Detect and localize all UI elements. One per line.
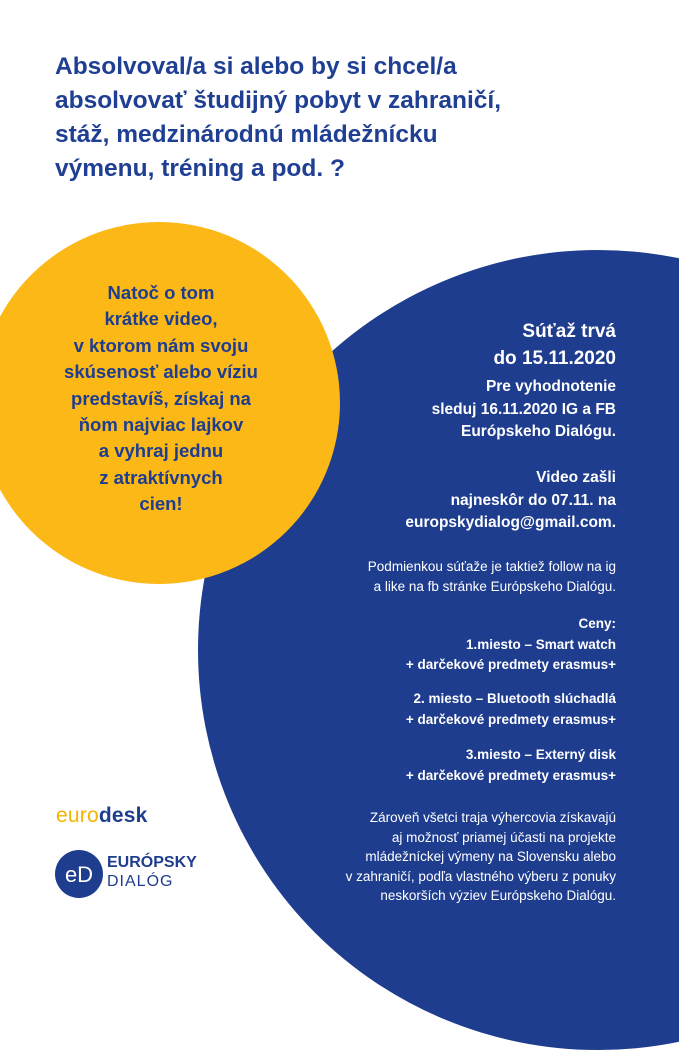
evaluation-info bbox=[432, 376, 616, 444]
cta-line: skúsenosť alebo víziu bbox=[64, 361, 258, 383]
eurodesk-logo-part: desk bbox=[98, 804, 148, 827]
wordmark-line: DIALÓG bbox=[107, 873, 174, 890]
cta-line: Natoč o tom bbox=[107, 282, 215, 303]
logo-monogram: eD bbox=[64, 862, 94, 887]
evaluation-line: sleduj 16.11.2020 IG a FB bbox=[431, 400, 616, 418]
headline-line: Absolvoval/a si alebo by si chcel/a bbox=[55, 53, 457, 80]
eurodesk-logo-part: euro bbox=[56, 804, 99, 827]
europsky-dialog-logo-icon bbox=[55, 850, 103, 898]
prize-3: 3.miesto – Externý disk bbox=[465, 747, 616, 762]
prizes-title: Ceny: bbox=[578, 616, 616, 631]
cta-line: cien! bbox=[139, 493, 183, 515]
cta-line: a vyhraj jednu bbox=[98, 440, 224, 462]
prize-2-extra: + darčekové predmety erasmus+ bbox=[405, 711, 616, 727]
bonus-line: Zároveň všetci traja výhercovia získavajú bbox=[369, 810, 616, 825]
evaluation-line: Pre vyhodnotenie bbox=[485, 378, 616, 395]
eurodesk-logo bbox=[56, 804, 148, 828]
duration-line: Súťaž trvá bbox=[522, 321, 616, 342]
headline-line: stáž, medzinárodnú mládežnícku bbox=[55, 121, 438, 148]
winners-bonus bbox=[346, 808, 616, 906]
submission-line: Video zašli bbox=[536, 469, 616, 486]
condition-line: a like na fb stránke Európskeho Dialógu. bbox=[373, 578, 616, 594]
submission-info bbox=[405, 467, 616, 535]
contest-condition bbox=[368, 557, 616, 596]
bonus-line: aj možnosť priamej účasti na projekte bbox=[391, 829, 616, 845]
cta-line: predstavíš, získaj na bbox=[71, 387, 251, 409]
bonus-line: v zahraničí, podľa vlastného výberu z ponuky bbox=[345, 868, 616, 884]
submission-email: europskydialog@gmail.com. bbox=[405, 514, 616, 531]
cta-line: ňom najviac lajkov bbox=[78, 414, 244, 436]
bonus-line: neskorších výziev Európskeho Dialógu. bbox=[380, 888, 616, 903]
prize-1: 1.miesto – Smart watch bbox=[465, 636, 616, 652]
submission-line: najneskôr do 07.11. na bbox=[450, 491, 616, 509]
cta-line: krátke video, bbox=[104, 308, 218, 330]
duration-line: do 15.11.2020 bbox=[493, 348, 616, 369]
prize-2-block bbox=[406, 689, 616, 730]
headline bbox=[55, 50, 635, 186]
evaluation-line: Európskeho Dialógu. bbox=[460, 423, 616, 440]
prize-3-extra: + darčekové predmety erasmus+ bbox=[405, 767, 616, 783]
headline-line: výmenu, tréning a pod. ? bbox=[55, 155, 345, 182]
condition-line: Podmienkou súťaže je taktiež follow na ig bbox=[367, 559, 616, 574]
contest-duration bbox=[493, 318, 616, 372]
video-call-to-action bbox=[38, 280, 284, 518]
cta-line: v ktorom nám svoju bbox=[73, 334, 249, 356]
cta-line: z atraktívnych bbox=[99, 466, 223, 488]
europsky-dialog-wordmark bbox=[107, 853, 197, 891]
prize-2: 2. miesto – Bluetooth slúchadlá bbox=[413, 691, 616, 706]
prize-3-block bbox=[406, 745, 616, 786]
bonus-line: mládežníckej výmeny na Slovensku alebo bbox=[365, 849, 616, 864]
prizes-section bbox=[406, 614, 616, 676]
wordmark-line: EURÓPSKY bbox=[107, 854, 197, 871]
headline-line: absolvovať študijný pobyt v zahraničí, bbox=[55, 87, 502, 114]
prize-1-extra: + darčekové predmety erasmus+ bbox=[405, 657, 616, 672]
